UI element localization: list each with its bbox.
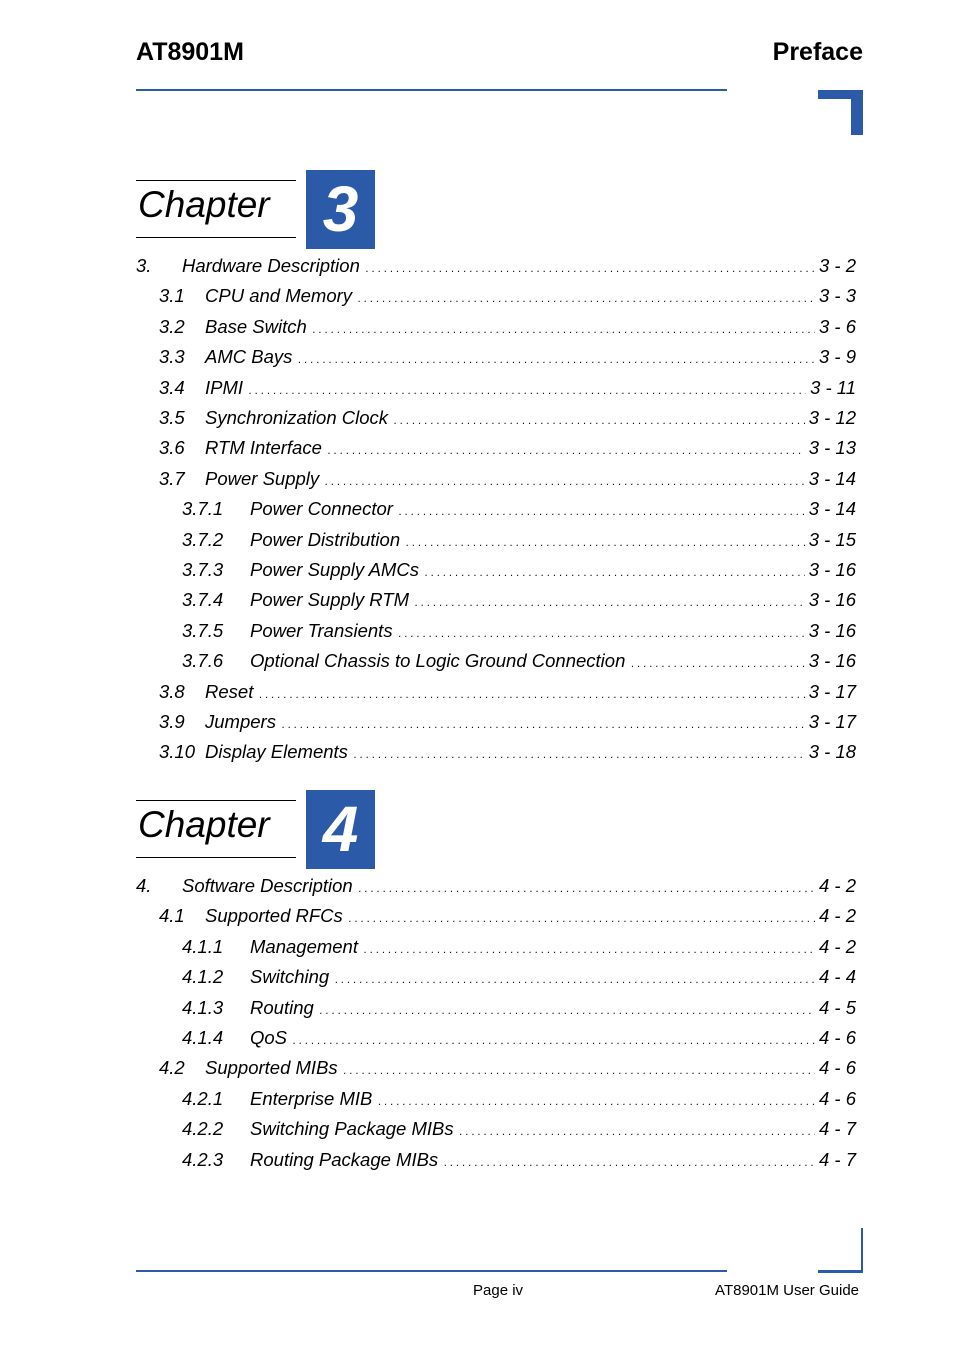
toc-entry-number: 4.1 [159, 905, 185, 927]
toc-entry[interactable] [136, 377, 856, 403]
toc-entry-page: 3 - 15 [808, 528, 856, 550]
toc-leader-dots [282, 711, 805, 733]
toc-entry-page: 4 - 6 [818, 1087, 856, 1109]
toc-entry-number: 3.7 [159, 467, 185, 489]
toc-entry-page: 4 - 5 [818, 996, 856, 1018]
toc-entry-number: 3.3 [159, 346, 185, 368]
toc-entry-title: Routing [250, 996, 314, 1018]
toc-leader-dots [415, 589, 805, 611]
toc-entry-page: 3 - 16 [808, 619, 856, 641]
toc-entry-number: 3.10 [159, 741, 196, 763]
toc-entry-title: IPMI [205, 376, 244, 398]
toc-leader-dots [325, 468, 805, 490]
toc-entry-title: Hardware Description [182, 255, 360, 276]
toc-entry-title: Management [250, 935, 358, 957]
toc-entry-title: Power Transients [250, 619, 393, 641]
toc-entry-title: Power Connector [250, 498, 393, 520]
toc-entry-number: 3.9 [159, 711, 185, 732]
toc-entry-number: 3.1 [159, 285, 185, 307]
toc-leader-dots [358, 285, 815, 307]
toc-leader-dots [298, 346, 815, 368]
toc-leader-dots [366, 255, 815, 277]
toc-entry-number: 3.7.4 [182, 589, 224, 611]
toc-entry-title: Supported MIBs [205, 1057, 338, 1079]
chapter-word: Chapter [138, 804, 270, 845]
toc-entry-title: Power Distribution [250, 528, 401, 550]
toc-entry-title: Supported RFCs [205, 905, 343, 927]
toc-entry-page: 4 - 4 [818, 966, 856, 988]
toc-entry[interactable] [136, 1027, 856, 1053]
toc-entry[interactable] [136, 1118, 856, 1144]
toc-entry-title: Enterprise MIB [250, 1087, 373, 1109]
toc-entry-title: Display Elements [205, 741, 348, 763]
toc-entry-page: 3 - 11 [810, 376, 856, 398]
toc-leader-dots [349, 905, 815, 927]
toc-entry-page: 3 - 16 [808, 589, 856, 611]
toc-leader-dots [354, 741, 805, 763]
chapter-rule-bottom [136, 237, 296, 238]
toc-entry-number: 3.7.5 [182, 619, 224, 641]
toc-entry-number: 4.1.1 [182, 935, 224, 957]
toc-leader-dots [344, 1057, 815, 1079]
toc-entry[interactable] [136, 468, 856, 494]
toc-entry-page: 4 - 2 [818, 935, 856, 957]
toc-entry-title: Base Switch [205, 315, 307, 337]
toc-entry[interactable] [136, 1149, 856, 1175]
toc-entry-title: Switching Package MIBs [250, 1118, 454, 1140]
toc-entry-page: 3 - 9 [818, 346, 856, 368]
toc-entry[interactable] [136, 346, 856, 372]
toc-entry[interactable] [136, 316, 856, 342]
corner-mark-bottom [818, 1270, 863, 1273]
toc-entry-page: 3 - 2 [818, 255, 856, 276]
toc-entry-number: 3.8 [159, 680, 185, 702]
toc-entry[interactable] [136, 559, 856, 585]
toc-entry-number: 3.5 [159, 407, 185, 428]
toc-entry-title: Reset [205, 680, 254, 702]
toc-entry-page: 3 - 6 [818, 315, 856, 337]
toc-entry-number: 4.1.4 [182, 1027, 224, 1048]
toc-entry[interactable] [136, 1088, 856, 1114]
toc-entry[interactable] [136, 650, 856, 676]
corner-mark-top-vertical [851, 90, 863, 135]
toc-leader-dots [378, 1088, 815, 1110]
toc-entry-title: QoS [250, 1027, 288, 1048]
toc-leader-dots [259, 681, 804, 703]
toc-leader-dots [399, 620, 805, 642]
toc-entry-title: Power Supply RTM [250, 589, 410, 611]
header-section: Preface [772, 38, 863, 66]
toc-entry-number: 4.1.2 [182, 966, 224, 988]
toc-leader-dots [328, 437, 805, 459]
toc-entry-number: 4.2 [159, 1057, 185, 1079]
chapter-4-heading [136, 790, 376, 870]
chapter-rule-bottom [136, 857, 296, 858]
toc-leader-dots [399, 498, 805, 520]
toc-entry[interactable] [136, 997, 856, 1023]
toc-entry-page: 3 - 12 [808, 407, 856, 428]
toc-entry-page: 4 - 2 [818, 875, 856, 896]
toc-entry[interactable] [136, 936, 856, 962]
toc-entry-title: Power Supply AMCs [250, 559, 419, 580]
toc-entry-page: 3 - 17 [808, 711, 856, 732]
footer-guide-title: AT8901M User Guide [715, 1282, 859, 1299]
toc-entry-page: 3 - 16 [808, 559, 856, 580]
toc-entry[interactable] [136, 437, 856, 463]
toc-leader-dots [364, 936, 815, 958]
header-rule [136, 89, 727, 91]
toc-leader-dots [631, 650, 804, 672]
toc-entry-title: AMC Bays [205, 346, 293, 368]
toc-entry-title: Jumpers [205, 711, 276, 732]
toc-entry-title: Optional Chassis to Logic Ground Connection [250, 650, 626, 672]
toc-entry-page: 3 - 18 [808, 741, 856, 763]
toc-entry[interactable] [136, 905, 856, 931]
toc-entry[interactable] [136, 529, 856, 555]
toc-leader-dots [320, 997, 815, 1019]
toc-entry-number: 3.6 [159, 437, 185, 459]
toc-entry[interactable] [136, 407, 856, 433]
toc-leader-dots [359, 875, 815, 897]
toc-entry-number: 3.7.2 [182, 528, 224, 550]
toc-entry-number: 4.2.2 [182, 1118, 224, 1140]
chapter-rule-top [136, 180, 296, 181]
header-product: AT8901M [136, 38, 244, 66]
toc-entry-page: 3 - 17 [808, 680, 856, 702]
toc-leader-dots [406, 529, 805, 551]
toc-entry-page: 4 - 6 [818, 1027, 856, 1048]
toc-entry-page: 4 - 6 [818, 1057, 856, 1079]
toc-entry-number: 3.7.3 [182, 559, 224, 580]
toc-leader-dots [460, 1118, 815, 1140]
toc-entry-number: 4. [136, 875, 152, 896]
toc-leader-dots [335, 966, 815, 988]
toc-entry-page: 3 - 14 [808, 467, 856, 489]
footer-rule [136, 1270, 727, 1272]
toc-entry[interactable] [136, 1057, 856, 1083]
toc-entry-number: 3.7.6 [182, 650, 224, 672]
toc-entry[interactable] [136, 875, 856, 901]
toc-entry[interactable] [136, 741, 856, 767]
toc-entry-title: Routing Package MIBs [250, 1148, 439, 1170]
toc-entry-page: 3 - 13 [808, 437, 856, 459]
toc-entry-title: Synchronization Clock [205, 407, 389, 428]
footer-page-number: Page iv [473, 1282, 524, 1299]
toc-entry[interactable] [136, 620, 856, 646]
toc-entry-page: 4 - 7 [818, 1118, 856, 1140]
toc-entry[interactable] [136, 681, 856, 707]
toc-entry[interactable] [136, 711, 856, 737]
toc-leader-dots [425, 559, 805, 581]
chapter-word: Chapter [138, 184, 270, 225]
toc-entry-page: 4 - 2 [818, 905, 856, 927]
toc-entry-title: RTM Interface [205, 437, 322, 459]
toc-entry-number: 4.2.1 [182, 1087, 224, 1109]
toc-entry[interactable] [136, 498, 856, 524]
chapter-number-box: 3 [306, 170, 375, 249]
toc-entry[interactable] [136, 255, 856, 281]
toc-entry-number: 4.1.3 [182, 996, 224, 1018]
toc-entry-title: Power Supply [205, 467, 320, 489]
toc-entry-number: 4.2.3 [182, 1148, 224, 1170]
toc-entry[interactable] [136, 966, 856, 992]
toc-entry[interactable] [136, 285, 856, 311]
toc-entry-number: 3. [136, 255, 152, 276]
toc-entry-page: 3 - 14 [808, 498, 856, 520]
toc-entry-title: CPU and Memory [205, 285, 353, 307]
toc-leader-dots [249, 377, 806, 399]
toc-leader-dots [394, 407, 805, 429]
corner-mark-bottom-vertical [861, 1228, 863, 1273]
toc-entry-page: 3 - 3 [818, 285, 856, 307]
toc-leader-dots [313, 316, 815, 338]
chapter-number-box: 4 [306, 790, 375, 869]
toc-entry-title: Software Description [182, 875, 353, 896]
toc-entry-title: Switching [250, 966, 330, 988]
toc-leader-dots [444, 1149, 815, 1171]
toc-entry[interactable] [136, 589, 856, 615]
toc-entry-page: 3 - 16 [808, 650, 856, 672]
toc-leader-dots [293, 1027, 815, 1049]
toc-entry-number: 3.7.1 [182, 498, 224, 520]
toc-entry-page: 4 - 7 [818, 1148, 856, 1170]
toc-entry-number: 3.2 [159, 315, 185, 337]
toc-entry-number: 3.4 [159, 376, 185, 398]
chapter-rule-top [136, 800, 296, 801]
chapter-3-heading [136, 170, 376, 250]
